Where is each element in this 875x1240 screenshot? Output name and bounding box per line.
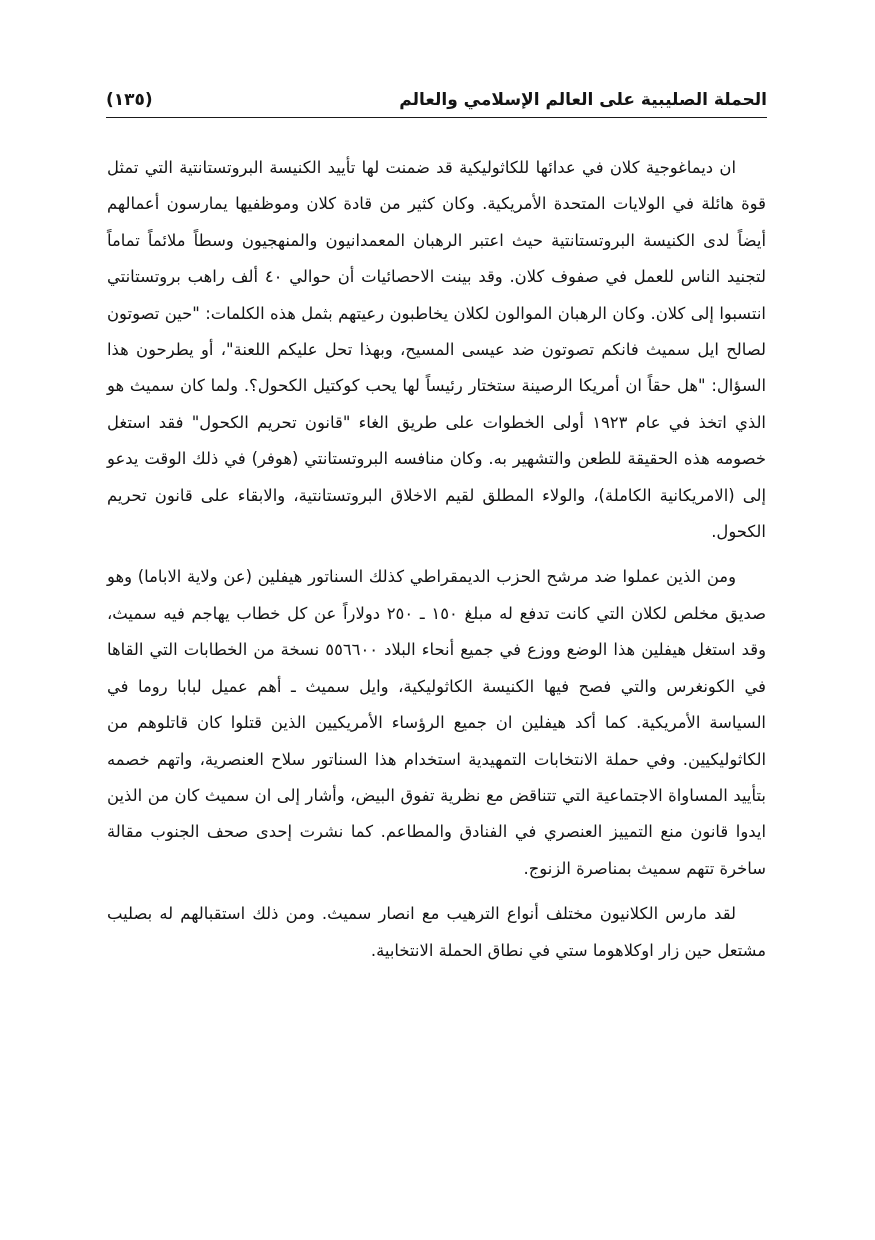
paragraph-2: ومن الذين عملوا ضد مرشح الحزب الديمقراطي كذلك السناتور هيفلين (عن ولاية الاباما) وهو صديق مخلص لكلان التي كانت تدفع له مبلغ ١٥٠ ـ ٢٥٠ دولاراً عن كل خطاب يهاجم فيه سميث، وقد استغل هيفلين هذا الوضع ووزع في جميع أنحاء البلاد ٥٥٦٦٠٠ نسخة من الخطابات التي القاها في الكونغرس والتي فصح فيها الكنيسة الكاثوليكية، وايل سميث ـ أهم عميل لبابا روما في السياسة الأمريكية. كما أكد هيفلين ان جميع الرؤساء الأمريكيين الذين قتلوا كان قاتلوهم من الكاثوليكيين. وفي حملة الانتخابات التمهيدية استخدام هذا السناتور سلاح العنصرية، واتهم خصمه بتأييد المساواة الاجتماعية التي تتناقض مع نظرية تفوق البيض، وأشار إلى ان سميث كان من الذين ايدوا قانون منع التمييز العنصري في الفنادق والمطاعم. كما نشرت إحدى صحف الجنوب مقالة ساخرة تتهم سميث بمناصرة الزنوج. bbox=[107, 567, 766, 878]
body-text bbox=[107, 150, 766, 969]
page-number: (١٣٥) bbox=[106, 90, 153, 110]
running-header bbox=[106, 86, 767, 114]
paragraph-1: ان ديماغوجية كلان في عدائها للكاثوليكية قد ضمنت لها تأييد الكنيسة البروتستانتية التي تمثل قوة هائلة في الولايات المتحدة الأمريكية. وكان كثير من قادة كلان وموظفيها يمارسون أعمالهم أيضاً لدى الكنيسة البروتستانتية حيث اعتبر الرهبان المعمدانيون والمنهجيون وسطاً ملائماً تماماً لتجنيد الناس للعمل في صفوف كلان. وقد بينت الاحصائيات أن حوالي ٤٠ ألف راهب بروتستانتي انتسبوا إلى كلان. وكان الرهبان الموالون لكلان يخاطبون رعيتهم بثمل هذه الكلمات: "حين تصوتون لصالح ايل سميث فانكم تصوتون ضد عيسى المسيح، وبهذا تحل عليكم اللعنة"، أو يطرحون هذا السؤال: "هل حقاً ان أمريكا الرصينة ستختار رئيساً لها يحب كوكتيل الكحول؟. ولما كان سميث هو الذي اتخذ في عام ١٩٢٣ أولى الخطوات على طريق الغاء "قانون تحريم الكحول" فقد استغل خصومه هذه الحقيقة للطعن والتشهير به. وكان منافسه البروتستانتي (هوفر) في ذلك الوقت يدعو إلى (الامريكانية الكاملة)، والولاء المطلق لقيم الاخلاق البروتستانتية، والابقاء على قانون تحريم الكحول. bbox=[107, 158, 766, 542]
header-divider bbox=[106, 117, 767, 118]
running-header-title: الحملة الصليبية على العالم الإسلامي والعالم bbox=[399, 90, 767, 110]
paragraph-3: لقد مارس الكلانيون مختلف أنواع الترهيب مع انصار سميث. ومن ذلك استقبالهم له بصليب مشتعل حين زار اوكلاهوما ستي في نطاق الحملة الانتخابية. bbox=[107, 904, 766, 960]
